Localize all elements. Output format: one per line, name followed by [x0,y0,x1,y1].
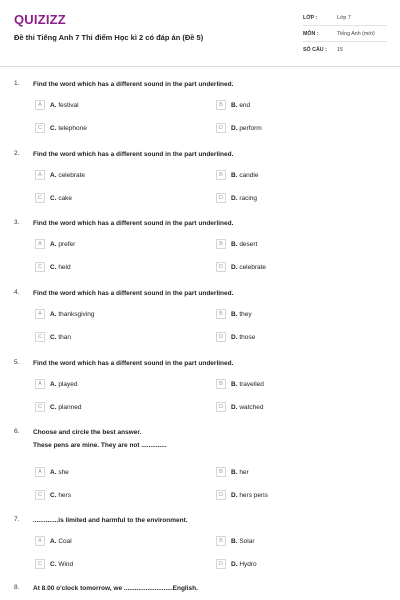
answer-option[interactable] [216,331,255,343]
question-subtext: These pens are mine. They are not .............. [33,442,167,449]
question-text: Find the word which has a different sound in the part underlined. [33,290,234,297]
meta-key: MÔN : [303,30,319,37]
answer-option[interactable] [35,122,87,134]
option-letter: A. [50,171,57,179]
option-checkbox[interactable]: D [216,123,226,133]
option-label [231,404,264,411]
option-letter: B. [231,101,238,109]
option-letter: D. [231,194,238,202]
option-letter: B. [231,171,238,179]
answer-option[interactable] [216,122,262,134]
option-label [50,264,71,271]
option-letter: A. [50,101,57,109]
option-text: perform [239,124,262,132]
quizizz-logo: QUIZIZZ [14,12,66,27]
option-checkbox[interactable]: B [216,379,226,389]
answer-option[interactable] [216,192,257,204]
option-letter: C. [50,194,57,202]
option-letter: A. [50,537,57,545]
question-number: 4. [14,289,20,296]
option-text: festival [58,101,79,109]
option-text: candle [239,171,259,179]
answer-option[interactable] [216,378,264,390]
meta-key: SỐ CÂU : [303,47,327,53]
option-label [231,195,257,202]
meta-row-subject [303,26,387,42]
option-letter: D. [231,403,238,411]
answer-option[interactable] [35,378,77,390]
option-label [231,561,257,568]
option-checkbox[interactable]: C [35,332,45,342]
option-letter: A. [50,380,57,388]
option-checkbox[interactable]: B [216,170,226,180]
meta-value: Lớp 7 [337,14,351,21]
option-label [50,381,77,388]
question-number: 1. [14,80,20,87]
option-text: held [58,263,71,271]
option-text: desert [239,240,258,248]
answer-option[interactable] [35,192,72,204]
option-label [231,102,250,109]
option-checkbox[interactable]: A [35,239,45,249]
option-letter: C. [50,491,57,499]
meta-row-count [303,42,387,58]
option-checkbox[interactable]: C [35,402,45,412]
answer-option[interactable] [216,489,268,501]
question-text: Find the word which has a different sound in the part underlined. [33,220,234,227]
option-letter: D. [231,560,238,568]
answer-option[interactable] [216,535,255,547]
option-letter: C. [50,263,57,271]
option-letter: C. [50,124,57,132]
option-text: hers [58,491,71,499]
option-text: end [239,101,251,109]
answer-option[interactable] [216,558,257,570]
option-label [50,195,72,202]
answer-option[interactable] [216,466,249,478]
document-title: Đề thi Tiếng Anh 7 Thi điểm Học kì 2 có đáp án (Đề 5) [14,33,204,42]
option-label [231,381,264,388]
option-text: those [239,333,256,341]
option-checkbox[interactable]: D [216,490,226,500]
option-label [50,404,81,411]
option-checkbox[interactable]: C [35,193,45,203]
option-checkbox[interactable]: A [35,100,45,110]
option-text: watched [239,403,264,411]
answer-option[interactable] [216,238,257,250]
option-letter: B. [231,468,238,476]
option-text: hers pens [239,491,268,499]
answer-option[interactable] [35,558,73,570]
option-text: than [58,333,71,341]
option-text: racing [239,194,258,202]
option-text: her [239,468,249,476]
option-text: celebrate [239,263,267,271]
option-letter: B. [231,240,238,248]
option-letter: B. [231,380,238,388]
option-text: she [58,468,69,476]
option-text: prefer [58,240,76,248]
option-label [231,125,262,132]
option-label [50,125,87,132]
option-checkbox[interactable]: A [35,467,45,477]
option-letter: A. [50,468,57,476]
option-letter: D. [231,263,238,271]
option-label [231,334,255,341]
option-checkbox[interactable]: D [216,332,226,342]
option-checkbox[interactable]: C [35,262,45,272]
answer-option[interactable] [35,535,72,547]
option-label [50,311,94,318]
option-checkbox[interactable]: D [216,262,226,272]
answer-option[interactable] [35,169,85,181]
question-number: 5. [14,359,20,366]
option-checkbox[interactable]: A [35,536,45,546]
option-checkbox[interactable]: C [35,490,45,500]
option-checkbox[interactable]: A [35,170,45,180]
option-text: travelled [239,380,264,388]
answer-option[interactable] [216,99,250,111]
option-label [50,561,73,568]
meta-row-class [303,10,387,26]
option-label [231,492,268,499]
option-label [50,172,85,179]
question-number: 2. [14,150,20,157]
answer-option[interactable] [216,261,266,273]
option-checkbox[interactable]: B [216,536,226,546]
answer-option[interactable] [35,99,79,111]
option-label [231,241,257,248]
question-number: 6. [14,428,20,435]
option-label [50,538,72,545]
option-label [231,264,266,271]
option-text: Solar [239,537,255,545]
meta-key: LỚP : [303,14,318,21]
option-text: Coal [58,537,72,545]
answer-option[interactable] [216,169,258,181]
option-checkbox[interactable]: A [35,379,45,389]
option-checkbox[interactable]: D [216,402,226,412]
option-checkbox[interactable]: D [216,559,226,569]
answer-option[interactable] [35,489,71,501]
option-text: planned [58,403,82,411]
option-letter: D. [231,124,238,132]
meta-value: Tiếng Anh (mới) [337,30,375,37]
option-checkbox[interactable]: B [216,239,226,249]
question-text: At 8.00 o'clock tomorrow, we ...........................English. [33,585,198,592]
page-header [0,0,400,67]
option-text: Hydro [239,560,257,568]
question-text: ..............is limited and harmful to the environment. [33,517,188,524]
option-letter: C. [50,403,57,411]
question-text: Choose and circle the best answer. [33,429,142,436]
option-checkbox[interactable]: B [216,100,226,110]
option-text: Wind [58,560,74,568]
answer-option[interactable] [35,401,81,413]
option-text: cake [58,194,73,202]
question-number: 8. [14,584,20,591]
option-label [231,538,255,545]
answer-option[interactable] [35,261,71,273]
option-label [231,311,252,318]
meta-table [303,10,387,58]
option-checkbox[interactable]: D [216,193,226,203]
option-letter: A. [50,310,57,318]
question-text: Find the word which has a different sound in the part underlined. [33,81,234,88]
option-label [50,492,71,499]
answer-option[interactable] [216,401,264,413]
option-letter: D. [231,491,238,499]
option-letter: C. [50,560,57,568]
answer-option[interactable] [35,238,75,250]
option-checkbox[interactable]: B [216,309,226,319]
option-letter: D. [231,333,238,341]
option-letter: A. [50,240,57,248]
option-text: they [239,310,252,318]
option-checkbox[interactable]: A [35,309,45,319]
option-text: thanksgiving [58,310,95,318]
option-label [50,241,75,248]
option-letter: B. [231,310,238,318]
option-label [50,469,69,476]
option-checkbox[interactable]: C [35,559,45,569]
answer-option[interactable] [35,466,69,478]
question-number: 7. [14,516,20,523]
option-checkbox[interactable]: C [35,123,45,133]
option-text: celebrate [58,171,86,179]
option-label [231,469,249,476]
option-text: telephone [58,124,87,132]
option-label [50,102,79,109]
option-label [231,172,258,179]
option-text: played [58,380,78,388]
question-number: 3. [14,219,20,226]
option-letter: C. [50,333,57,341]
answer-option[interactable] [216,308,252,320]
option-label [50,334,71,341]
question-text: Find the word which has a different sound in the part underlined. [33,151,234,158]
question-text: Find the word which has a different sound in the part underlined. [33,360,234,367]
option-checkbox[interactable]: B [216,467,226,477]
answer-option[interactable] [35,331,71,343]
meta-value: 15 [337,47,343,53]
option-letter: B. [231,537,238,545]
answer-option[interactable] [35,308,94,320]
